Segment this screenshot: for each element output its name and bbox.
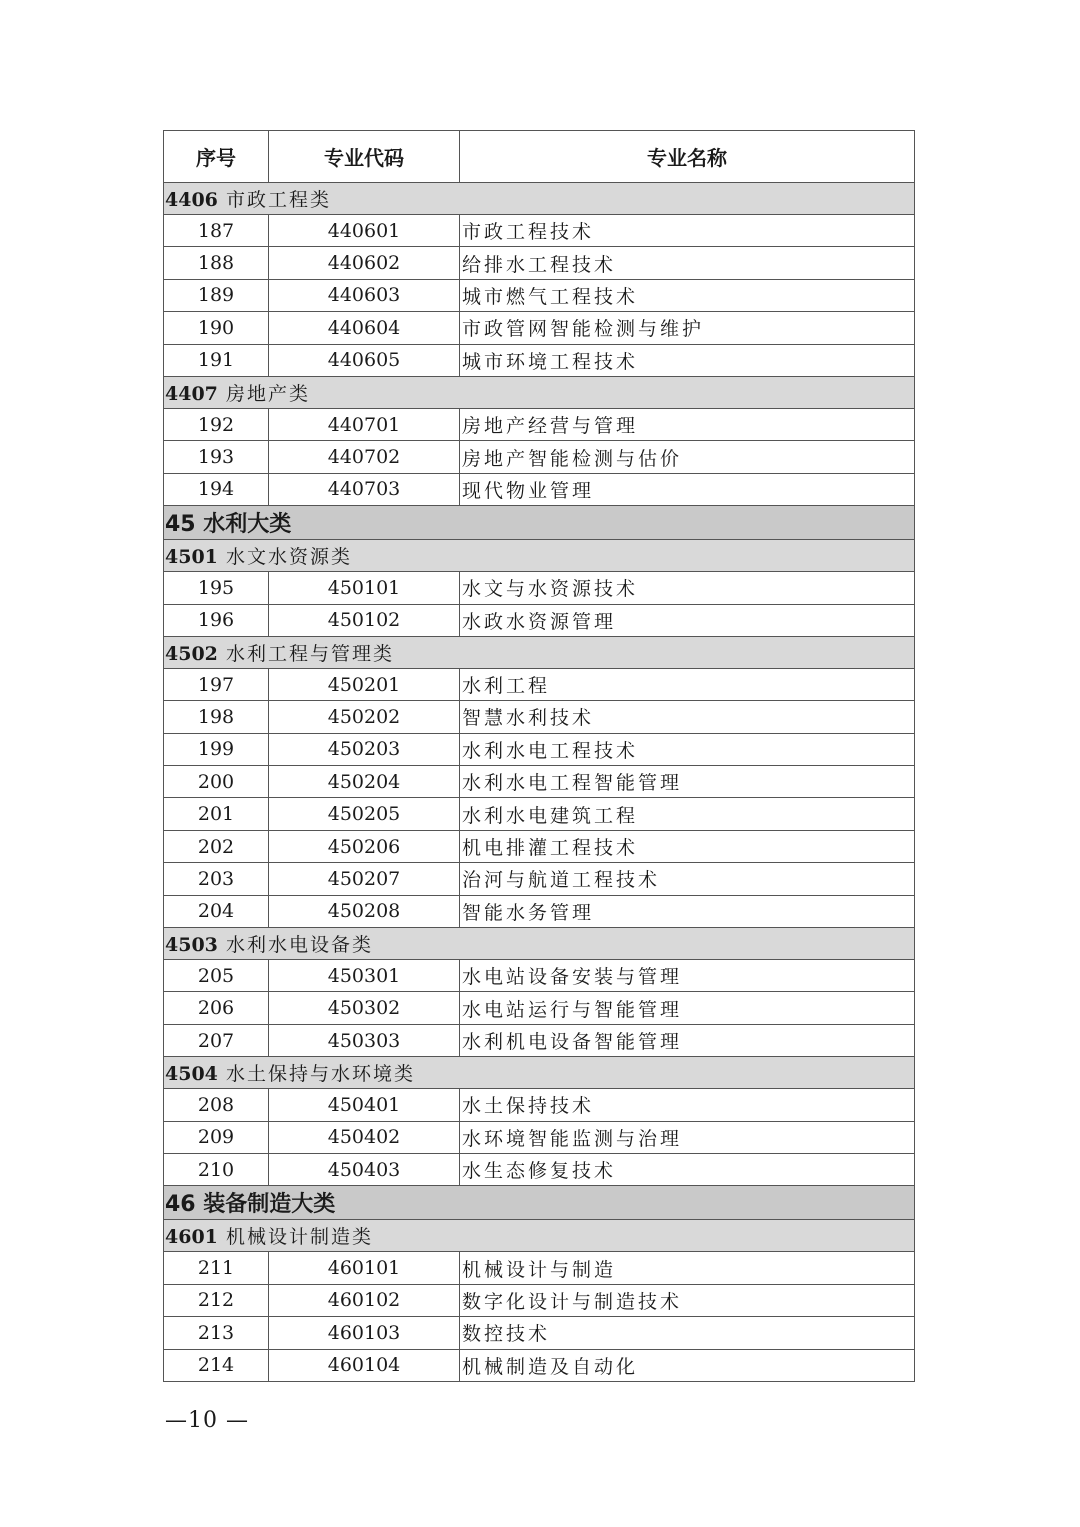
table-row bbox=[164, 830, 915, 862]
table-row bbox=[164, 408, 915, 440]
header-name: 专业名称 bbox=[460, 131, 915, 183]
row-code: 460102 bbox=[269, 1284, 460, 1316]
category-row bbox=[164, 183, 915, 215]
row-name: 水生态修复技术 bbox=[460, 1153, 915, 1185]
row-name: 城市燃气工程技术 bbox=[460, 279, 915, 311]
category-row bbox=[164, 928, 915, 960]
row-code: 440604 bbox=[269, 312, 460, 344]
major-category-row bbox=[164, 506, 915, 540]
row-code: 440603 bbox=[269, 279, 460, 311]
table-row bbox=[164, 895, 915, 927]
major-category-row bbox=[164, 1186, 915, 1220]
table-row bbox=[164, 798, 915, 830]
row-code: 450202 bbox=[269, 701, 460, 733]
row-name: 现代物业管理 bbox=[460, 473, 915, 505]
row-code: 450303 bbox=[269, 1024, 460, 1056]
row-code: 450203 bbox=[269, 733, 460, 765]
row-code: 450208 bbox=[269, 895, 460, 927]
row-seq: 208 bbox=[164, 1089, 269, 1121]
row-seq: 213 bbox=[164, 1317, 269, 1349]
row-seq: 209 bbox=[164, 1121, 269, 1153]
table-row bbox=[164, 1349, 915, 1381]
category-code: 4504 bbox=[165, 1063, 218, 1086]
row-name: 水利水电工程智能管理 bbox=[460, 766, 915, 798]
table-row bbox=[164, 572, 915, 604]
row-code: 450207 bbox=[269, 863, 460, 895]
row-code: 450401 bbox=[269, 1089, 460, 1121]
category-code: 4406 bbox=[165, 189, 218, 211]
row-code: 460104 bbox=[269, 1349, 460, 1381]
category-code: 4503 bbox=[165, 934, 218, 957]
row-seq: 190 bbox=[164, 312, 269, 344]
row-name: 房地产经营与管理 bbox=[460, 408, 915, 440]
row-seq: 194 bbox=[164, 473, 269, 505]
row-seq: 200 bbox=[164, 766, 269, 798]
row-name: 城市环境工程技术 bbox=[460, 344, 915, 376]
category-label: 水利工程与管理类 bbox=[225, 642, 394, 665]
major-category-title: 46 装备制造大类 bbox=[164, 1186, 915, 1220]
category-cell bbox=[164, 1057, 915, 1089]
header-code: 专业代码 bbox=[269, 131, 460, 183]
row-name: 水文与水资源技术 bbox=[460, 572, 915, 604]
row-name: 房地产智能检测与估价 bbox=[460, 441, 915, 473]
row-name: 水电站设备安装与管理 bbox=[460, 960, 915, 992]
table-header-row bbox=[164, 131, 915, 183]
row-seq: 207 bbox=[164, 1024, 269, 1056]
row-name: 水利工程 bbox=[460, 668, 915, 700]
row-seq: 201 bbox=[164, 798, 269, 830]
category-cell bbox=[164, 376, 915, 408]
row-name: 水土保持技术 bbox=[460, 1089, 915, 1121]
row-code: 450206 bbox=[269, 830, 460, 862]
table-row bbox=[164, 441, 915, 473]
row-code: 440605 bbox=[269, 344, 460, 376]
row-seq: 191 bbox=[164, 344, 269, 376]
row-name: 数控技术 bbox=[460, 1317, 915, 1349]
table-row bbox=[164, 1317, 915, 1349]
row-seq: 210 bbox=[164, 1153, 269, 1185]
table-row bbox=[164, 1153, 915, 1185]
row-code: 440601 bbox=[269, 215, 460, 247]
category-cell bbox=[164, 928, 915, 960]
table-row bbox=[164, 604, 915, 636]
category-row bbox=[164, 1057, 915, 1089]
row-name: 水利水电建筑工程 bbox=[460, 798, 915, 830]
row-code: 440701 bbox=[269, 408, 460, 440]
table-row bbox=[164, 733, 915, 765]
category-label: 水利水电设备类 bbox=[225, 934, 373, 957]
category-code: 4502 bbox=[165, 642, 218, 665]
category-row bbox=[164, 636, 915, 668]
row-code: 460103 bbox=[269, 1317, 460, 1349]
row-seq: 205 bbox=[164, 960, 269, 992]
row-seq: 202 bbox=[164, 830, 269, 862]
row-code: 450301 bbox=[269, 960, 460, 992]
row-name: 治河与航道工程技术 bbox=[460, 863, 915, 895]
table-row bbox=[164, 992, 915, 1024]
table-row bbox=[164, 1252, 915, 1284]
category-label: 水土保持与水环境类 bbox=[225, 1063, 415, 1086]
major-category-title: 45 水利大类 bbox=[164, 506, 915, 540]
row-seq: 188 bbox=[164, 247, 269, 279]
category-cell bbox=[164, 636, 915, 668]
row-seq: 212 bbox=[164, 1284, 269, 1316]
major-catalog-table bbox=[163, 130, 915, 1382]
table-row bbox=[164, 1121, 915, 1153]
category-label: 机械设计制造类 bbox=[225, 1226, 373, 1249]
row-name: 水利机电设备智能管理 bbox=[460, 1024, 915, 1056]
row-seq: 214 bbox=[164, 1349, 269, 1381]
table-row bbox=[164, 701, 915, 733]
row-code: 440602 bbox=[269, 247, 460, 279]
table-row bbox=[164, 668, 915, 700]
row-seq: 198 bbox=[164, 701, 269, 733]
category-cell bbox=[164, 1220, 915, 1252]
row-seq: 199 bbox=[164, 733, 269, 765]
row-code: 440703 bbox=[269, 473, 460, 505]
row-code: 450403 bbox=[269, 1153, 460, 1185]
table-row bbox=[164, 1089, 915, 1121]
table-row bbox=[164, 1024, 915, 1056]
row-code: 450204 bbox=[269, 766, 460, 798]
table-row bbox=[164, 312, 915, 344]
category-label: 房地产类 bbox=[225, 382, 310, 405]
category-label: 水文水资源类 bbox=[225, 546, 352, 569]
table-row bbox=[164, 279, 915, 311]
table-body bbox=[164, 183, 915, 1382]
category-code: 4407 bbox=[165, 382, 218, 405]
row-name: 机电排灌工程技术 bbox=[460, 830, 915, 862]
row-seq: 206 bbox=[164, 992, 269, 1024]
table-row bbox=[164, 1284, 915, 1316]
row-name: 机械设计与制造 bbox=[460, 1252, 915, 1284]
table-row bbox=[164, 215, 915, 247]
category-label: 市政工程类 bbox=[225, 189, 331, 211]
row-code: 450101 bbox=[269, 572, 460, 604]
row-code: 460101 bbox=[269, 1252, 460, 1284]
category-row bbox=[164, 376, 915, 408]
row-seq: 195 bbox=[164, 572, 269, 604]
row-code: 450102 bbox=[269, 604, 460, 636]
category-row bbox=[164, 540, 915, 572]
row-code: 450302 bbox=[269, 992, 460, 1024]
row-name: 市政工程技术 bbox=[460, 215, 915, 247]
row-name: 给排水工程技术 bbox=[460, 247, 915, 279]
row-code: 450201 bbox=[269, 668, 460, 700]
row-seq: 187 bbox=[164, 215, 269, 247]
table-row bbox=[164, 960, 915, 992]
table-row bbox=[164, 473, 915, 505]
row-seq: 189 bbox=[164, 279, 269, 311]
row-code: 450402 bbox=[269, 1121, 460, 1153]
page-number: —10 — bbox=[165, 1408, 249, 1433]
row-seq: 192 bbox=[164, 408, 269, 440]
table-row bbox=[164, 766, 915, 798]
row-name: 数字化设计与制造技术 bbox=[460, 1284, 915, 1316]
header-seq: 序号 bbox=[164, 131, 269, 183]
category-code: 4601 bbox=[165, 1226, 218, 1249]
category-code: 4501 bbox=[165, 546, 218, 569]
row-seq: 203 bbox=[164, 863, 269, 895]
row-seq: 196 bbox=[164, 604, 269, 636]
row-name: 水电站运行与智能管理 bbox=[460, 992, 915, 1024]
row-name: 市政管网智能检测与维护 bbox=[460, 312, 915, 344]
row-seq: 204 bbox=[164, 895, 269, 927]
row-name: 水环境智能监测与治理 bbox=[460, 1121, 915, 1153]
category-cell bbox=[164, 183, 915, 215]
table-row bbox=[164, 247, 915, 279]
row-name: 智能水务管理 bbox=[460, 895, 915, 927]
row-name: 智慧水利技术 bbox=[460, 701, 915, 733]
row-seq: 193 bbox=[164, 441, 269, 473]
row-name: 水利水电工程技术 bbox=[460, 733, 915, 765]
row-seq: 197 bbox=[164, 668, 269, 700]
table-row bbox=[164, 344, 915, 376]
category-cell bbox=[164, 540, 915, 572]
row-name: 机械制造及自动化 bbox=[460, 1349, 915, 1381]
row-code: 440702 bbox=[269, 441, 460, 473]
row-name: 水政水资源管理 bbox=[460, 604, 915, 636]
row-code: 450205 bbox=[269, 798, 460, 830]
row-seq: 211 bbox=[164, 1252, 269, 1284]
table-row bbox=[164, 863, 915, 895]
category-row bbox=[164, 1220, 915, 1252]
